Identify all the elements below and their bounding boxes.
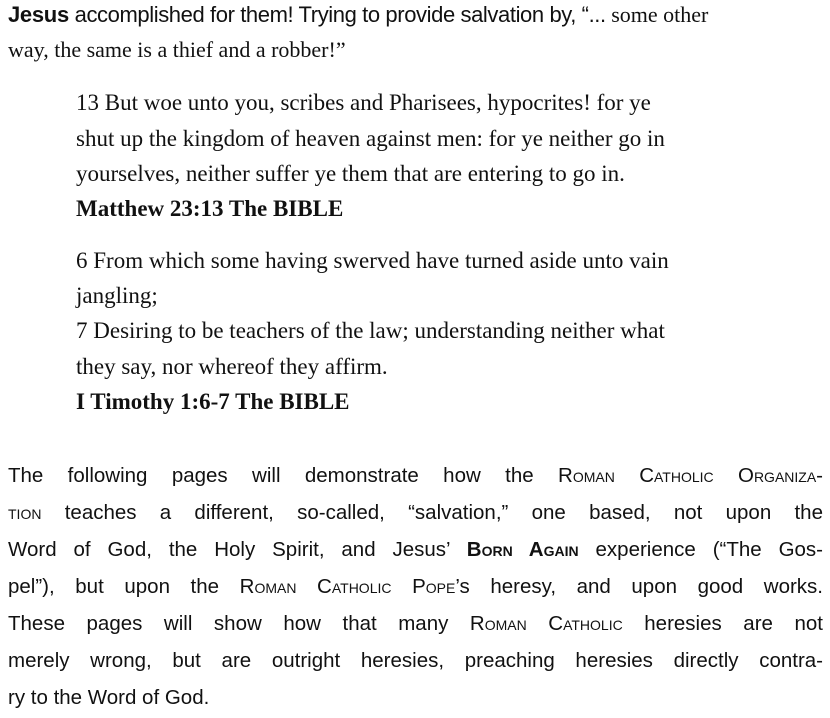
paragraph-text: heresies are not (644, 612, 823, 635)
quote2-line-4: they say, nor whereof they affirm. (76, 354, 388, 379)
paragraph-text: pel”), but upon the (8, 575, 220, 598)
quote2-line-3: 7 Desiring to be teachers of the law; understanding neither what (76, 318, 665, 343)
intro-serif-text: some other (605, 2, 709, 27)
quote1-line-1: 13 But woe unto you, scribes and Pharisees, hypocrites! for ye (76, 90, 651, 115)
paragraph-text: These pages will show how that many (8, 612, 449, 635)
quote2-line-2: jangling; (76, 283, 158, 308)
paragraph-text: teaches a different, so-called, “salvation,” one based, not upon the (64, 501, 823, 524)
paragraph-text: Word of God, the Holy Spirit, and Jesus’ (8, 538, 450, 561)
paragraph-text: ’s heresy, and upon good works. (455, 575, 823, 598)
paragraph-line-6: merely wrong, but are outright heresies, preaching heresies directly contra- (8, 649, 823, 672)
paragraph-small-caps: tion (8, 501, 42, 524)
intro-line-2: way, the same is a thief and a robber!” (8, 37, 346, 62)
paragraph-bold-small-caps: Born Again (466, 538, 579, 561)
quote1-line-3: yourselves, neither suffer ye them that are entering to go in. (76, 161, 625, 186)
paragraph-line-3 (8, 531, 823, 568)
paragraph-line-1 (8, 457, 823, 494)
quote1-reference: Matthew 23:13 The BIBLE (76, 196, 344, 221)
intro-bold-word: Jesus (8, 2, 69, 27)
paragraph-small-caps: Roman Catholic Pope (239, 575, 456, 598)
paragraph-line-2 (8, 494, 823, 531)
paragraph-text: The following pages will demonstrate how the (8, 464, 534, 487)
intro-sans-text: accomplished for them! Trying to provide salvation by, “... (68, 2, 606, 27)
quote2-reference: I Timothy 1:6-7 The BIBLE (76, 389, 350, 414)
paragraph-line-4 (8, 568, 823, 605)
quote2-line-1: 6 From which some having swerved have turned aside unto vain (76, 248, 669, 273)
paragraph-small-caps: Roman Catholic Organiza- (558, 464, 824, 487)
paragraph-small-caps: Roman Catholic (469, 612, 623, 635)
intro-line-1 (8, 2, 708, 28)
body-paragraph (8, 457, 823, 716)
paragraph-text: experience (“The Gos- (595, 538, 824, 561)
quote1-line-2: shut up the kingdom of heaven against men: for ye neither go in (76, 126, 665, 151)
paragraph-line-7: ry to the Word of God. (8, 686, 210, 709)
paragraph-line-5 (8, 605, 823, 642)
